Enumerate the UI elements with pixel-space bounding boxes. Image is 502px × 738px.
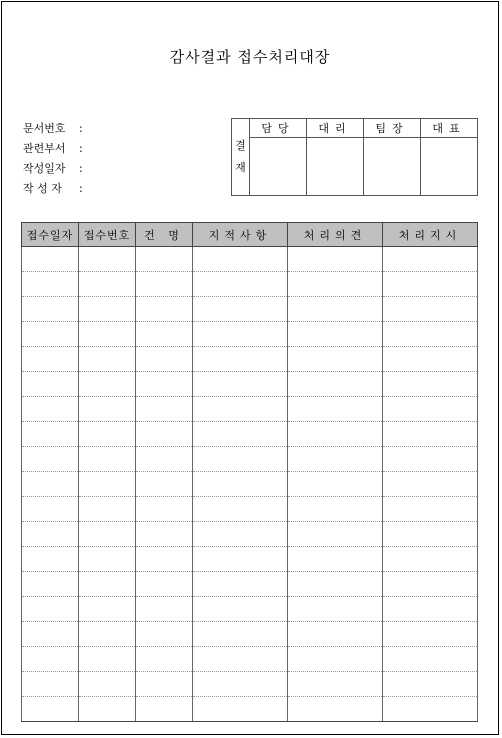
table-cell[interactable] — [288, 472, 383, 497]
table-row — [22, 647, 478, 672]
column-header-opinion: 처리의견 — [288, 223, 383, 247]
table-cell[interactable] — [79, 647, 136, 672]
field-related-department — [23, 140, 83, 156]
table-cell[interactable] — [79, 672, 136, 697]
field-label: 작 성 자 — [23, 182, 62, 195]
table-cell[interactable] — [193, 472, 288, 497]
table-row — [22, 247, 478, 272]
table-cell[interactable] — [79, 322, 136, 347]
table-cell[interactable] — [22, 547, 79, 572]
table-cell[interactable] — [79, 397, 136, 422]
table-cell[interactable] — [193, 297, 288, 322]
table-cell[interactable] — [383, 647, 478, 672]
table-cell[interactable] — [79, 372, 136, 397]
table-cell[interactable] — [22, 372, 79, 397]
field-author — [23, 180, 83, 196]
table-cell[interactable] — [22, 497, 79, 522]
table-row — [22, 372, 478, 397]
table-cell[interactable] — [288, 647, 383, 672]
table-cell[interactable] — [79, 572, 136, 597]
column-header-instruction: 처리지시 — [383, 223, 478, 247]
approval-sign-cell[interactable] — [421, 138, 478, 196]
approval-sign-cell[interactable] — [364, 138, 421, 196]
table-cell[interactable] — [22, 272, 79, 297]
table-row — [22, 597, 478, 622]
table-cell[interactable] — [22, 697, 79, 722]
table-cell[interactable] — [79, 422, 136, 447]
table-cell[interactable] — [79, 272, 136, 297]
table-cell[interactable] — [383, 672, 478, 697]
table-cell[interactable] — [193, 322, 288, 347]
table-cell[interactable] — [193, 272, 288, 297]
table-cell[interactable] — [193, 597, 288, 622]
table-cell[interactable] — [79, 697, 136, 722]
table-cell[interactable] — [22, 247, 79, 272]
table-cell[interactable] — [22, 672, 79, 697]
column-header-receipt-date: 접수일자 — [22, 223, 79, 247]
table-cell[interactable] — [136, 347, 193, 372]
field-colon: : — [79, 182, 83, 195]
table-cell[interactable] — [136, 472, 193, 497]
table-cell[interactable] — [79, 247, 136, 272]
table-cell[interactable] — [383, 522, 478, 547]
approval-role-staff: 담당 — [250, 119, 307, 138]
table-cell[interactable] — [193, 522, 288, 547]
table-cell[interactable] — [193, 622, 288, 647]
table-cell[interactable] — [136, 372, 193, 397]
table-cell[interactable] — [79, 472, 136, 497]
table-cell[interactable] — [136, 397, 193, 422]
table-row — [22, 672, 478, 697]
ledger-table — [21, 222, 478, 722]
table-cell[interactable] — [383, 397, 478, 422]
table-cell[interactable] — [22, 347, 79, 372]
table-cell[interactable] — [22, 397, 79, 422]
table-cell[interactable] — [22, 647, 79, 672]
approval-role-deputy: 대리 — [307, 119, 364, 138]
table-cell[interactable] — [383, 297, 478, 322]
field-colon: : — [79, 162, 83, 175]
approval-sign-cell[interactable] — [307, 138, 364, 196]
table-row — [22, 422, 478, 447]
table-cell[interactable] — [79, 497, 136, 522]
table-cell[interactable] — [22, 322, 79, 347]
table-cell[interactable] — [193, 347, 288, 372]
page-title: 감사결과 접수처리대장 — [169, 48, 331, 66]
table-cell[interactable] — [288, 497, 383, 522]
field-colon: : — [79, 122, 83, 135]
table-cell[interactable] — [193, 397, 288, 422]
table-cell[interactable] — [288, 572, 383, 597]
table-cell[interactable] — [193, 672, 288, 697]
table-cell[interactable] — [383, 372, 478, 397]
table-cell[interactable] — [383, 597, 478, 622]
field-label: 문서번호 — [23, 122, 66, 135]
table-cell[interactable] — [383, 622, 478, 647]
table-cell[interactable] — [22, 622, 79, 647]
table-cell[interactable] — [288, 347, 383, 372]
column-header-receipt-number: 접수번호 — [79, 223, 136, 247]
field-label: 관련부서 — [23, 142, 66, 155]
table-cell[interactable] — [383, 247, 478, 272]
column-header-subject: 건 명 — [136, 223, 193, 247]
table-cell[interactable] — [383, 347, 478, 372]
table-cell[interactable] — [79, 522, 136, 547]
table-row — [22, 572, 478, 597]
table-cell[interactable] — [288, 297, 383, 322]
table-cell[interactable] — [288, 622, 383, 647]
table-cell[interactable] — [288, 397, 383, 422]
table-cell[interactable] — [22, 422, 79, 447]
table-cell[interactable] — [22, 522, 79, 547]
table-cell[interactable] — [136, 297, 193, 322]
table-cell[interactable] — [383, 472, 478, 497]
table-cell[interactable] — [136, 647, 193, 672]
table-cell[interactable] — [136, 422, 193, 447]
table-cell[interactable] — [136, 672, 193, 697]
table-cell[interactable] — [136, 697, 193, 722]
table-row — [22, 447, 478, 472]
table-cell[interactable] — [136, 497, 193, 522]
approval-side-label: 결 재 — [232, 119, 250, 196]
table-cell[interactable] — [22, 572, 79, 597]
table-cell[interactable] — [22, 447, 79, 472]
table-cell[interactable] — [288, 672, 383, 697]
table-cell[interactable] — [193, 497, 288, 522]
table-cell[interactable] — [288, 547, 383, 572]
table-row — [22, 547, 478, 572]
column-header-findings: 지적사항 — [193, 223, 288, 247]
table-cell[interactable] — [136, 447, 193, 472]
ledger-header-row — [22, 223, 478, 247]
table-row — [22, 397, 478, 422]
table-cell[interactable] — [193, 647, 288, 672]
approval-sign-cell[interactable] — [250, 138, 307, 196]
table-cell[interactable] — [193, 247, 288, 272]
table-cell[interactable] — [79, 547, 136, 572]
table-cell[interactable] — [288, 322, 383, 347]
table-cell[interactable] — [22, 597, 79, 622]
table-cell[interactable] — [136, 572, 193, 597]
table-row — [22, 347, 478, 372]
table-cell[interactable] — [193, 697, 288, 722]
table-cell[interactable] — [288, 372, 383, 397]
field-label: 작성일자 — [23, 162, 66, 175]
table-cell[interactable] — [193, 572, 288, 597]
table-cell[interactable] — [193, 372, 288, 397]
table-row — [22, 522, 478, 547]
table-cell[interactable] — [136, 622, 193, 647]
table-cell[interactable] — [79, 622, 136, 647]
table-cell[interactable] — [136, 272, 193, 297]
table-row — [22, 297, 478, 322]
table-cell[interactable] — [288, 597, 383, 622]
table-cell[interactable] — [288, 247, 383, 272]
table-cell[interactable] — [383, 547, 478, 572]
table-cell[interactable] — [193, 547, 288, 572]
approval-role-team-lead: 팀장 — [364, 119, 421, 138]
table-cell[interactable] — [288, 522, 383, 547]
table-row — [22, 622, 478, 647]
table-cell[interactable] — [383, 497, 478, 522]
approval-box — [231, 118, 478, 196]
table-cell[interactable] — [79, 347, 136, 372]
table-row — [22, 697, 478, 722]
table-cell[interactable] — [383, 272, 478, 297]
table-row — [22, 322, 478, 347]
approval-role-ceo: 대표 — [421, 119, 478, 138]
table-cell[interactable] — [288, 447, 383, 472]
table-cell[interactable] — [136, 547, 193, 572]
table-cell[interactable] — [383, 422, 478, 447]
table-cell[interactable] — [383, 447, 478, 472]
table-cell[interactable] — [22, 472, 79, 497]
table-row — [22, 272, 478, 297]
table-row — [22, 497, 478, 522]
table-cell[interactable] — [193, 447, 288, 472]
field-date-written — [23, 160, 83, 176]
ledger-body — [22, 247, 478, 722]
table-cell[interactable] — [79, 447, 136, 472]
table-cell[interactable] — [136, 597, 193, 622]
table-cell[interactable] — [22, 297, 79, 322]
table-cell[interactable] — [288, 422, 383, 447]
table-cell[interactable] — [79, 597, 136, 622]
table-cell[interactable] — [79, 297, 136, 322]
table-row — [22, 472, 478, 497]
document-page — [1, 1, 499, 735]
table-cell[interactable] — [383, 697, 478, 722]
table-cell[interactable] — [136, 247, 193, 272]
field-document-number — [23, 120, 83, 136]
field-colon: : — [79, 142, 83, 155]
table-cell[interactable] — [193, 422, 288, 447]
table-cell[interactable] — [136, 322, 193, 347]
table-cell[interactable] — [288, 272, 383, 297]
table-cell[interactable] — [288, 697, 383, 722]
table-cell[interactable] — [136, 522, 193, 547]
table-cell[interactable] — [383, 572, 478, 597]
table-cell[interactable] — [383, 322, 478, 347]
